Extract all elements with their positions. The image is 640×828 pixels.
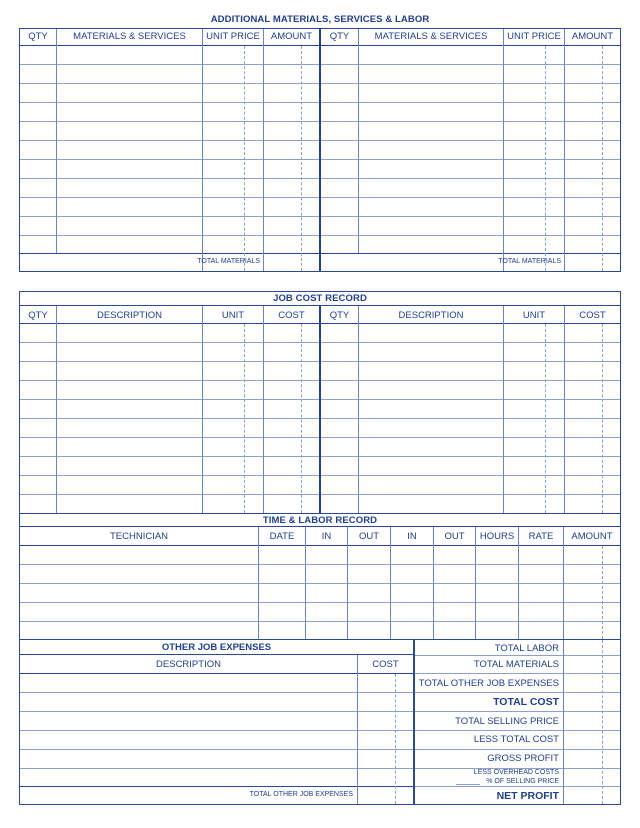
less-overhead-line1: LESS OVERHEAD COSTS: [473, 769, 559, 776]
total-labor-label: TOTAL LABOR: [494, 643, 559, 654]
header-qty: QTY: [28, 31, 48, 42]
less-total-cost-label: LESS TOTAL COST: [473, 734, 559, 745]
header-cost: COST: [372, 659, 399, 670]
header-description: DESCRIPTION: [97, 310, 162, 321]
total-other-expenses-label: TOTAL OTHER JOB EXPENSES: [249, 791, 353, 798]
header-description: DESCRIPTION: [156, 659, 221, 670]
net-profit-label: NET PROFIT: [496, 790, 559, 802]
header-amount: AMOUNT: [571, 31, 614, 42]
header-amount: AMOUNT: [270, 31, 313, 42]
less-overhead-line2: % OF SELLING PRICE: [486, 777, 559, 785]
total-other-expenses-label: TOTAL OTHER JOB EXPENSES: [418, 678, 559, 689]
time-labor-title: TIME & LABOR RECORD: [262, 515, 378, 526]
total-materials-label: TOTAL MATERIALS: [473, 659, 559, 670]
total-cost-label: TOTAL COST: [493, 696, 559, 708]
total-materials-label: TOTAL MATERIALS: [498, 258, 561, 265]
header-out: OUT: [358, 531, 380, 542]
header-description: DESCRIPTION: [398, 310, 464, 321]
header-unit: UNIT: [522, 310, 546, 321]
header-technician: TECHNICIAN: [109, 531, 169, 542]
header-hours: HOURS: [479, 531, 515, 542]
total-selling-price-label: TOTAL SELLING PRICE: [455, 716, 559, 727]
header-qty: QTY: [28, 310, 48, 321]
header-date: DATE: [269, 531, 295, 542]
overhead-percent-blank[interactable]: [456, 784, 480, 785]
header-unit-price: UNIT PRICE: [206, 31, 260, 42]
header-unit-price: UNIT PRICE: [507, 31, 561, 42]
header-in: IN: [321, 531, 332, 542]
header-rate: RATE: [528, 531, 554, 542]
gross-profit-label: GROSS PROFIT: [487, 753, 559, 764]
header-cost: COST: [278, 310, 305, 321]
header-amount: AMOUNT: [571, 531, 613, 542]
header-unit: UNIT: [221, 310, 245, 321]
header-cost: COST: [579, 310, 606, 321]
total-materials-label: TOTAL MATERIALS: [197, 258, 260, 265]
header-qty: QTY: [329, 310, 350, 321]
other-expenses-title: OTHER JOB EXPENSES: [161, 642, 272, 653]
header-in: IN: [407, 531, 417, 542]
materials-title: ADDITIONAL MATERIALS, SERVICES & LABOR: [210, 14, 430, 25]
job-cost-title: JOB COST RECORD: [273, 293, 367, 304]
less-overhead-label: [474, 769, 559, 786]
header-qty: QTY: [329, 31, 350, 42]
header-out: OUT: [444, 531, 465, 542]
header-materials-services: MATERIALS & SERVICES: [374, 31, 488, 42]
header-materials-services: MATERIALS & SERVICES: [73, 31, 186, 42]
